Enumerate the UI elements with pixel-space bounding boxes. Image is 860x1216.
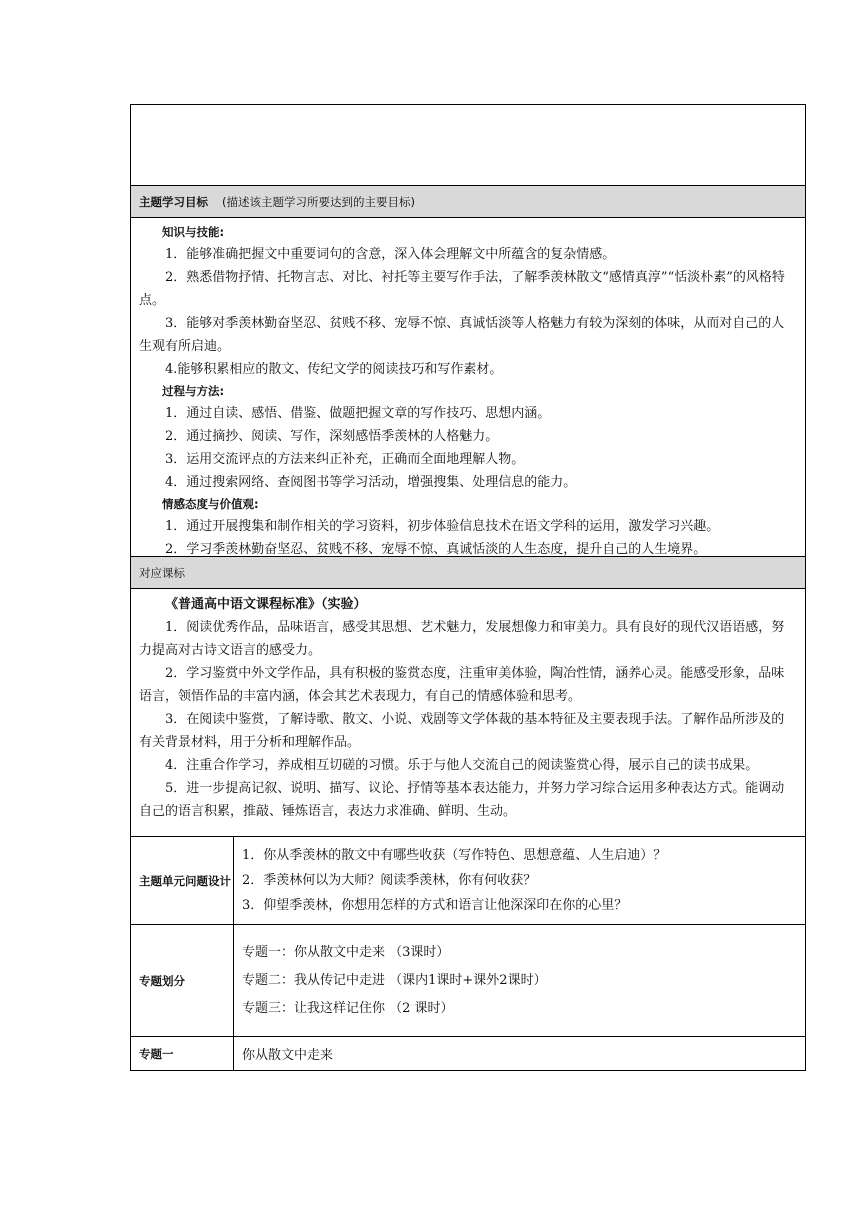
knowledge-title: 知识与技能:: [162, 225, 225, 239]
topics-list: [234, 925, 805, 1036]
goals-header: [131, 186, 805, 218]
questions-row: [131, 837, 805, 925]
standards-item: 5．进一步提高记叙、说明、描写、议论、抒情等基本表达能力，并努力学习综合运用多种表达方式。能调动自己的语言积累，推敲、锤炼语言，表达力求准确、鲜明、生动。: [139, 781, 785, 819]
goals-header-note: (描述该主题学习所要达到的主要目标): [222, 194, 415, 209]
knowledge-item: 4.能够积累相应的散文、传纪文学的阅读技巧和写作素材。: [165, 362, 503, 377]
knowledge-item: 2．熟悉借物抒情、托物言志、对比、衬托等主要写作手法，了解季羡林散文“感情真淳”“恬淡朴素”的风格特点。: [139, 270, 785, 308]
process-item: 2．通过摘抄、阅读、写作，深刻感悟季羡林的人格魅力。: [165, 429, 499, 444]
process-item: 1．通过自读、感悟、借鉴、做题把握文章的写作技巧、思想内涵。: [165, 406, 551, 421]
knowledge-item: 3．能够对季羡林勤奋坚忍、贫贱不移、宠辱不惊、真诚恬淡等人格魅力有较为深刻的体味，从而对自己的人生观有所启迪。: [139, 316, 785, 354]
questions-list: [234, 837, 805, 924]
emotion-item: 2．学习季羡林勤奋坚忍、贫贱不移、宠辱不惊、真诚恬淡的人生态度，提升自己的人生境界。: [165, 542, 707, 557]
standards-item: 3．在阅读中鉴赏，了解诗歌、散文、小说、戏剧等文学体裁的基本特征及主要表现手法。了解作品所涉及的有关背景材料，用于分析和理解作品。: [139, 712, 785, 750]
question-item: 2．季羡林何以为大师？阅读季羡林，你有何收获？: [242, 873, 537, 888]
emotion-title: 情感态度与价值观:: [162, 497, 259, 511]
topic-item: 专题二：我从传记中走进 （课内1课时+课外2课时）: [242, 972, 547, 988]
standards-item: 2．学习鉴赏中外文学作品，具有积极的鉴赏态度，注重审美体验，陶冶性情，涵养心灵。能感受形象，品味语言，领悟作品的丰富内涵，体会其艺术表现力，有自己的情感体验和思考。: [139, 666, 785, 704]
lesson-plan-table: [130, 104, 806, 1071]
topic-one-row: [131, 1037, 805, 1070]
topic-item: 专题一：你从散文中走来 （3课时）: [242, 944, 450, 960]
standards-body: [131, 589, 805, 837]
process-item: 4．通过搜索网络、查阅图书等学习活动，增强搜集、处理信息的能力。: [165, 475, 577, 490]
standards-header: [131, 557, 805, 589]
blank-row: [131, 105, 805, 186]
standards-header-title: 对应课标: [139, 565, 185, 580]
standards-item: 4．注重合作学习，养成相互切磋的习惯。乐于与他人交流自己的阅读鉴赏心得，展示自己的读书成果。: [165, 758, 759, 773]
process-item: 3．运用交流评点的方法来纠正补充，正确而全面地理解人物。: [165, 452, 525, 467]
process-title: 过程与方法:: [162, 384, 225, 398]
topics-label: 专题划分: [131, 925, 234, 1036]
standards-doc-title: 《普通高中语文课程标准》（实验）: [165, 597, 367, 612]
topic-item: 专题三：让我这样记住你 （2 课时）: [242, 1000, 454, 1016]
goals-header-title: 主题学习目标: [139, 194, 208, 209]
question-item: 1．你从季羡林的散文中有哪些收获（写作特色、思想意蕴、人生启迪）？: [242, 848, 667, 863]
standards-item: 1．阅读优秀作品，品味语言，感受其思想、艺术魅力，发展想像力和审美力。具有良好的现代汉语语感，努力提高对古诗文语言的感受力。: [139, 620, 785, 658]
knowledge-item: 1．能够准确把握文中重要词句的含意，深入体会理解文中所蕴含的复杂情感。: [165, 247, 616, 262]
question-item: 3．仰望季羡林，你想用怎样的方式和语言让他深深印在你的心里？: [242, 898, 628, 913]
goals-body: [131, 218, 805, 557]
questions-label: 主题单元问题设计: [131, 837, 234, 924]
topic-one-label: 专题一: [131, 1037, 234, 1070]
topics-row: [131, 925, 805, 1037]
emotion-item: 1．通过开展搜集和制作相关的学习资料，初步体验信息技术在语文学科的运用，激发学习兴趣。: [165, 519, 720, 534]
topic-one-value: 你从散文中走来: [242, 1048, 334, 1063]
